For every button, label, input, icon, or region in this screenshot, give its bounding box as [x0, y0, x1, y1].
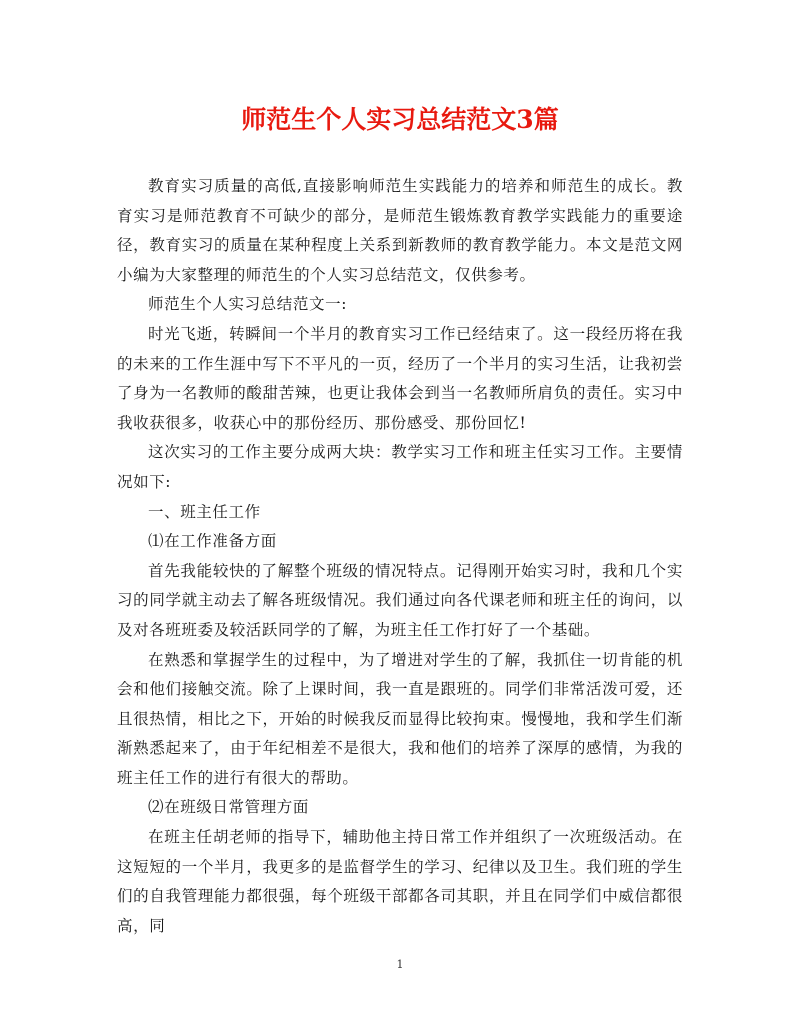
- paragraph: 在熟悉和掌握学生的过程中，为了增进对学生的了解，我抓住一切肯能的机会和他们接触交流。除了上课时间，我一直是跟班的。同学们非常活泼可爱，还且很热情，相比之下，开始的时候我反而显得比较拘束。慢慢地，我和学生们渐渐熟悉起来了，由于年纪相差不是很大，我和他们的培养了深厚的感情，为我的班主任工作的进行有很大的帮助。: [117, 650, 683, 787]
- paragraph-section-heading: 师范生个人实习总结范文一:: [148, 295, 348, 314]
- paragraph: 首先我能较快的了解整个班级的情况特点。记得刚开始实习时，我和几个实习的同学就主动去了解各班级情况。我们通过向各代课老师和班主任的询问，以及对各班班委及较活跃同学的了解，为班主任工作打好了一个基础。: [117, 561, 683, 639]
- paragraph-subheading: ⑴在工作准备方面: [148, 532, 277, 551]
- page-title: 师范生个人实习总结范文3篇: [241, 105, 559, 134]
- paragraph: 这次实习的工作主要分成两大块：教学实习工作和班主任实习工作。主要情况如下:: [117, 443, 683, 491]
- paragraph: 在班主任胡老师的指导下，辅助他主持日常工作并组织了一次班级活动。在这短短的一个半月，我更多的是监督学生的学习、纪律以及卫生。我们班的学生们的自我管理能力都很强，每个班级干部都各司其职，并且在同学们中威信都很高，同: [117, 828, 683, 935]
- paragraph: 时光飞逝，转瞬间一个半月的教育实习工作已经结束了。这一段经历将在我的未来的工作生涯中写下不平凡的一页，经历了一个半月的实习生活，让我初尝了身为一名教师的酸甜苦辣，也更让我体会到当一名教师所肩负的责任。实习中我收获很多，收获心中的那份经历、那份感受、那份回忆!: [117, 324, 683, 432]
- paragraph-intro: 教育实习质量的高低,直接影响师范生实践能力的培养和师范生的成长。教育实习是师范教育不可缺少的部分，是师范生锻炼教育教学实践能力的重要途径，教育实习的质量在某种程度上关系到新教师的教育教学能力。本文是范文网小编为大家整理的师范生的个人实习总结范文，仅供参考。: [117, 177, 683, 284]
- document-body: [117, 172, 683, 941]
- page-number: 1: [396, 958, 404, 971]
- paragraph-subheading: 一、班主任工作: [148, 502, 261, 521]
- paragraph-subheading: ⑵在班级日常管理方面: [148, 798, 310, 817]
